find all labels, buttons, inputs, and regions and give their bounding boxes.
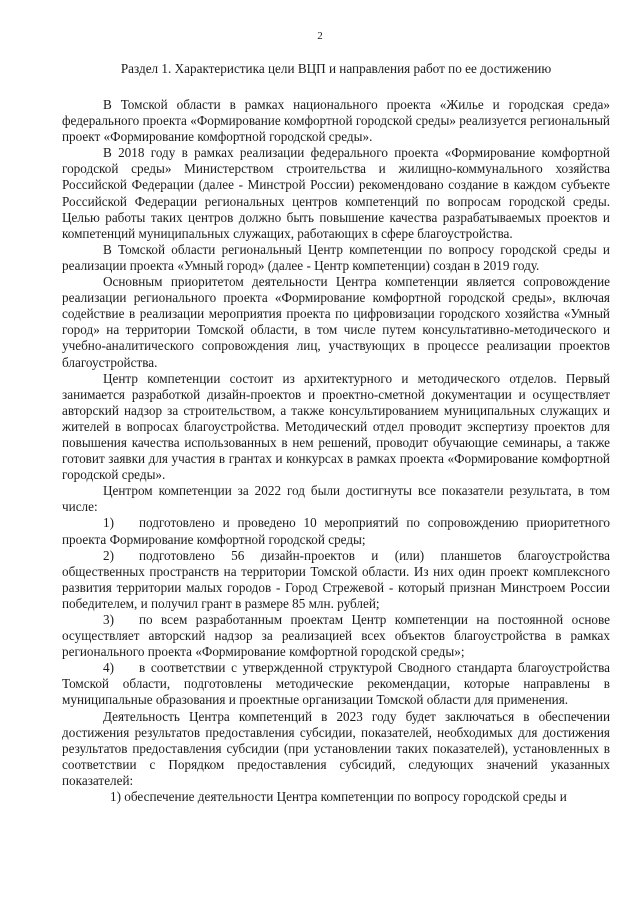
paragraph: В Томской области в рамках национального проекта «Жилье и городская среда» федерального проекта «Формирование комфортной городской среды» реализуется региональный проект «Формирование комфортной городской среды». <box>62 97 610 145</box>
list-item-number: 3) <box>103 612 114 627</box>
paragraph: Основным приоритетом деятельности Центра компетенции является сопровождение реализации регионального проекта «Формирование комфортной городской среды», включая содействие в реализации мероприятия проекта по цифровизации городского хозяйства «Умный город» на территории Томской области, в том числе путем консультативно-методического и учебно-аналитического сопровождения лиц, участвующих в процессе реализации проектов благоустройства. <box>62 274 610 370</box>
list-item-text: подготовлено и проведено 10 мероприятий по сопровождению приоритетного проекта Формирование комфортной городской среды; <box>62 515 610 547</box>
paragraph: 1) обеспечение деятельности Центра компетенции по вопросу городской среды и <box>110 789 567 805</box>
list-item-text: подготовлено 56 дизайн-проектов и (или) планшетов благоустройства общественных пространств на территории Томской области. Из них один проект комплексного развития территории малых городов - Город Стрежевой - который признан Минстроем России победителем, и получил грант в размере 85 млн. рублей; <box>62 547 610 611</box>
list-item-text: в соответствии с утвержденной структурой Сводного стандарта благоустройства Томской области, подготовлены методические рекомендации, которые направлены в муниципальные образования и проектные организации Томской области для применения. <box>62 660 610 708</box>
list-item <box>62 612 610 660</box>
list-item-number: 1) <box>103 515 114 531</box>
list-item-number: 4) <box>103 660 114 676</box>
list-item <box>62 548 610 612</box>
section-title: Раздел 1. Характеристика цели ВЦП и направления работ по ее достижению <box>120 61 552 76</box>
list-item-text: по всем разработанным проектам Центр компетенции на постоянной основе осуществляет авторский надзор за реализацией всех объектов благоустройства в рамках регионального проекта «Формирование комфортной городской среды»; <box>62 612 610 660</box>
paragraph: В Томской области региональный Центр компетенции по вопросу городской среды и реализации проекта «Умный город» (далее - Центр компетенции) создан в 2019 году. <box>62 241 610 273</box>
paragraph: Деятельность Центра компетенций в 2023 году будет заключаться в обеспечении достижения результатов предоставления субсидии, показателей, необходимых для достижения результатов предоставления субсидии (при установлении таких показателей), установленных в соответствии с Порядком предоставления субсидий, следующих значений указанных показателей: <box>62 708 610 788</box>
paragraph: Центром компетенции за 2022 год были достигнуты все показатели результата, в том числе: <box>62 483 610 515</box>
list-item <box>62 515 610 547</box>
paragraph: В 2018 году в рамках реализации федерального проекта «Формирование комфортной городской среды» Министерством строительства и жилищно-коммунального хозяйства Российской Федерации (далее - Минстрой России) рекомендовано создание в каждом субъекте Российской Федерации региональных центров компетенций по вопросам городской среды. Целью работы таких центров должно быть повышение качества разрабатываемых проектов и компетенций муниципальных служащих, работающих в сфере благоустройства. <box>62 145 610 241</box>
page-number: 2 <box>317 30 323 42</box>
document-body <box>62 97 610 805</box>
paragraph: Центр компетенции состоит из архитектурного и методического отделов. Первый занимается разработкой дизайн-проектов и проектно-сметной документации и осуществляет авторский надзор за строительством, а также консультированием муниципальных служащих и жителей в вопросах благоустройства. Методический отдел проводит экспертизу проектов для повышения качества использованных в нем решений, проводит обучающие семинары, а также готовит заявки для участия в грантах и конкурсах в рамках проекта «Формирование комфортной городской среды». <box>62 370 610 483</box>
list-item-number: 2) <box>103 547 114 563</box>
list-item <box>62 660 610 708</box>
